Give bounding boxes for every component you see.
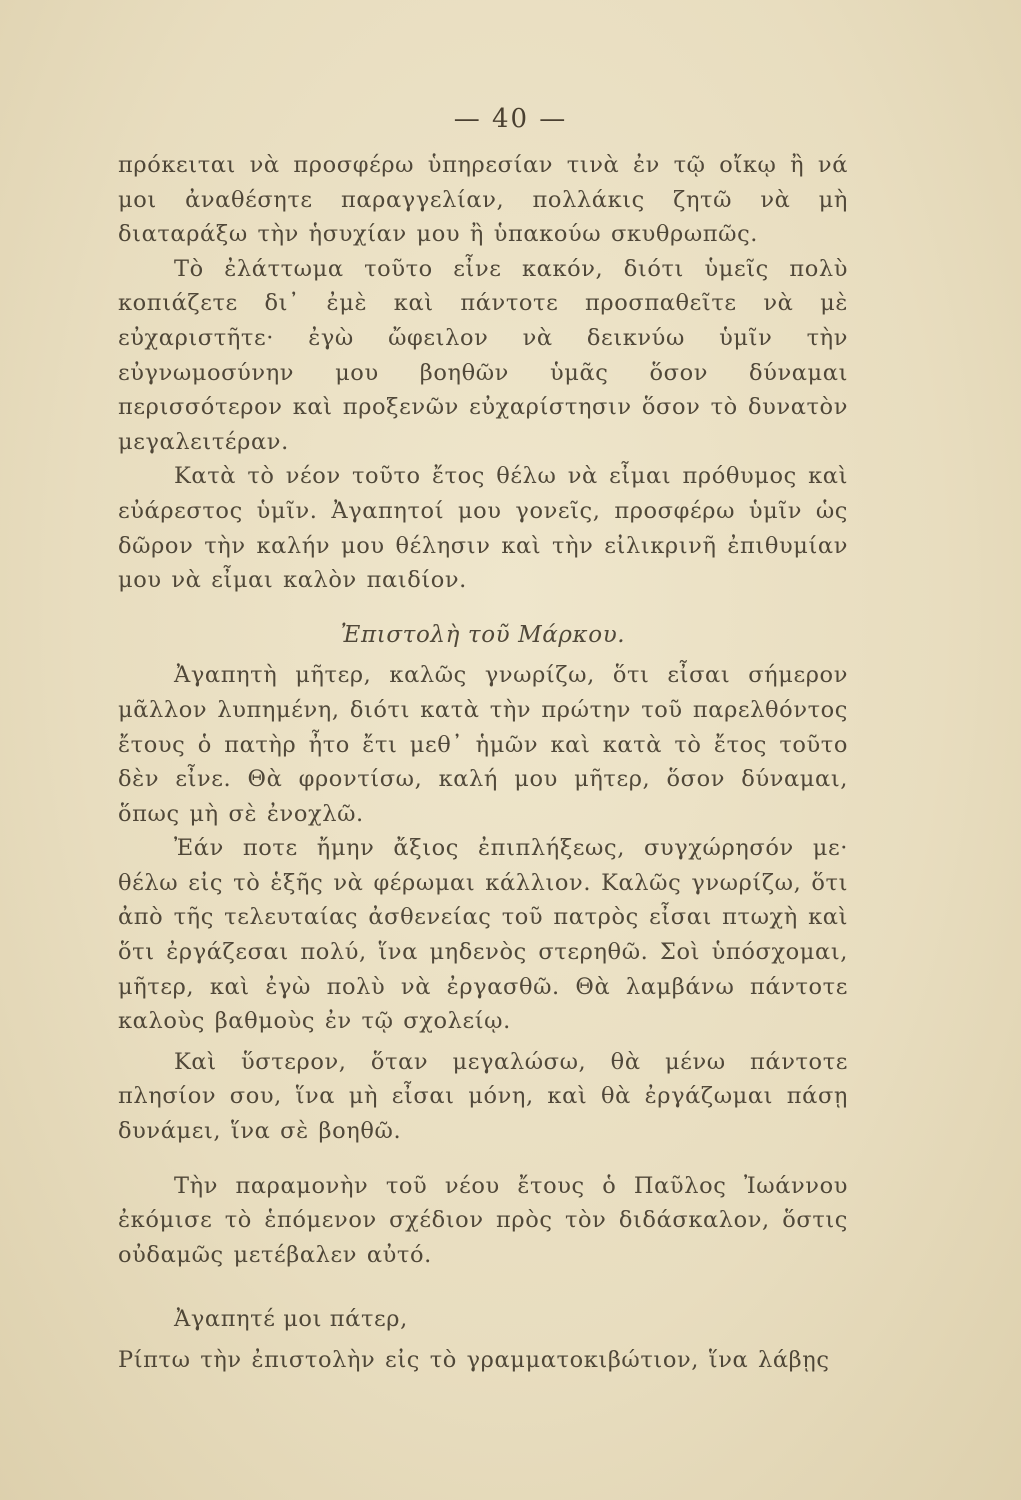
paragraph-flaw: Τὸ ἐλάττωμα τοῦτο εἶνε κακόν, διότι ὑμεῖς πολὺ κοπιάζετε δι᾽ ἐμὲ καὶ πάντοτε προσπαθεῖτε νὰ μὲ εὐχαριστῆτε· ἐγὼ ὤφειλον νὰ δεικνύω ὑμῖν τὴν εὐγνωμοσύνην μου βοηθῶν ὑμᾶς ὅσον δύναμαι περισσότερον καὶ προξενῶν εὐχαρίστησιν ὅσον τὸ δυνατὸν μεγαλειτέραν. [118,255,848,455]
narrative-paragraph: Τὴν παραμονὴν τοῦ νέου ἔτους ὁ Παῦλος Ἰωάννου ἐκόμισε τὸ ἑπόμενον σχέδιον πρὸς τὸν διδάσκαλον, ὅστις οὐδαμῶς μετέβαλεν αὐτό. [118,1172,848,1268]
spacer [118,1272,848,1302]
letter-salutation: Ἀγαπητέ μοι πάτερ, [174,1306,408,1333]
letter-paragraph-future: Καὶ ὕστερον, ὅταν μεγαλώσω, θὰ μένω πάντοτε πλησίον σου, ἵνα μὴ εἶσαι μόνη, καὶ θὰ ἐργάζωμαι πάσῃ δυνάμει, ἵνα σὲ βοηθῶ. [118,1048,848,1145]
page-text [118,148,848,1378]
letter-paragraph-mother: Ἀγαπητὴ μῆτερ, καλῶς γνωρίζω, ὅτι εἶσαι σήμερον μᾶλλον λυπημένη, διότι κατὰ τὴν πρώτην τοῦ παρελθόντος ἔτους ὁ πατὴρ ἦτο ἔτι μεθ᾽ ἡμῶν καὶ κατὰ τὸ ἔτος τοῦτο δὲν εἶνε. Θὰ φροντίσω, καλή μου μῆτερ, ὅσον δύναμαι, ὅπως μὴ σὲ ἐνοχλῶ. [118,662,848,827]
final-line: Ρίπτω τὴν ἐπιστολὴν εἰς τὸ γραμματοκιβώτιον, ἵνα λάβῃς [118,1347,830,1373]
spacer [118,1149,848,1169]
letter-heading: Ἐπιστολὴ τοῦ Μάρκου. [340,621,626,648]
letter-paragraph-promise: Ἐάν ποτε ἤμην ἄξιος ἐπιπλήξεως, συγχώρησόν με· θέλω εἰς τὸ ἑξῆς νὰ φέρωμαι κάλλιον. Καλῶς γνωρίζω, ὅτι ἀπὸ τῆς τελευταίας ἀσθενείας τοῦ πατρὸς εἶσαι πτωχὴ καὶ ὅτι ἐργάζεσαι πολύ, ἵνα μηδενὸς στερηθῶ. Σοὶ ὑπόσχομαι, μῆτερ, καὶ ἐγὼ πολὺ νὰ ἐργασθῶ. Θὰ λαμβάνω πάντοτε καλοὺς βαθμοὺς ἐν τῷ σχολείῳ. [118,835,848,1035]
spacer [118,598,848,618]
page-number: — 40 — [453,104,568,134]
paragraph-continuation: πρόκειται νὰ προσφέρω ὑπηρεσίαν τινὰ ἐν τῷ οἴκῳ ἢ νά μοι ἀναθέσητε παραγγελίαν, πολλάκις ζητῶ νὰ μὴ διαταράξω τὴν ἡσυχίαν μου ἢ ὑπακούω σκυθρωπῶς. [118,152,848,248]
paragraph-new-year: Κατὰ τὸ νέον τοῦτο ἔτος θέλω νὰ εἶμαι πρόθυμος καὶ εὐάρεστος ὑμῖν. Ἀγαπητοί μου γονεῖς, προσφέρω ὑμῖν ὡς δῶρον τὴν καλήν μου θέλησιν καὶ τὴν εἰλικρινῆ ἐπιθυμίαν μου νὰ εἶμαι καλὸν παιδίον. [118,463,848,594]
